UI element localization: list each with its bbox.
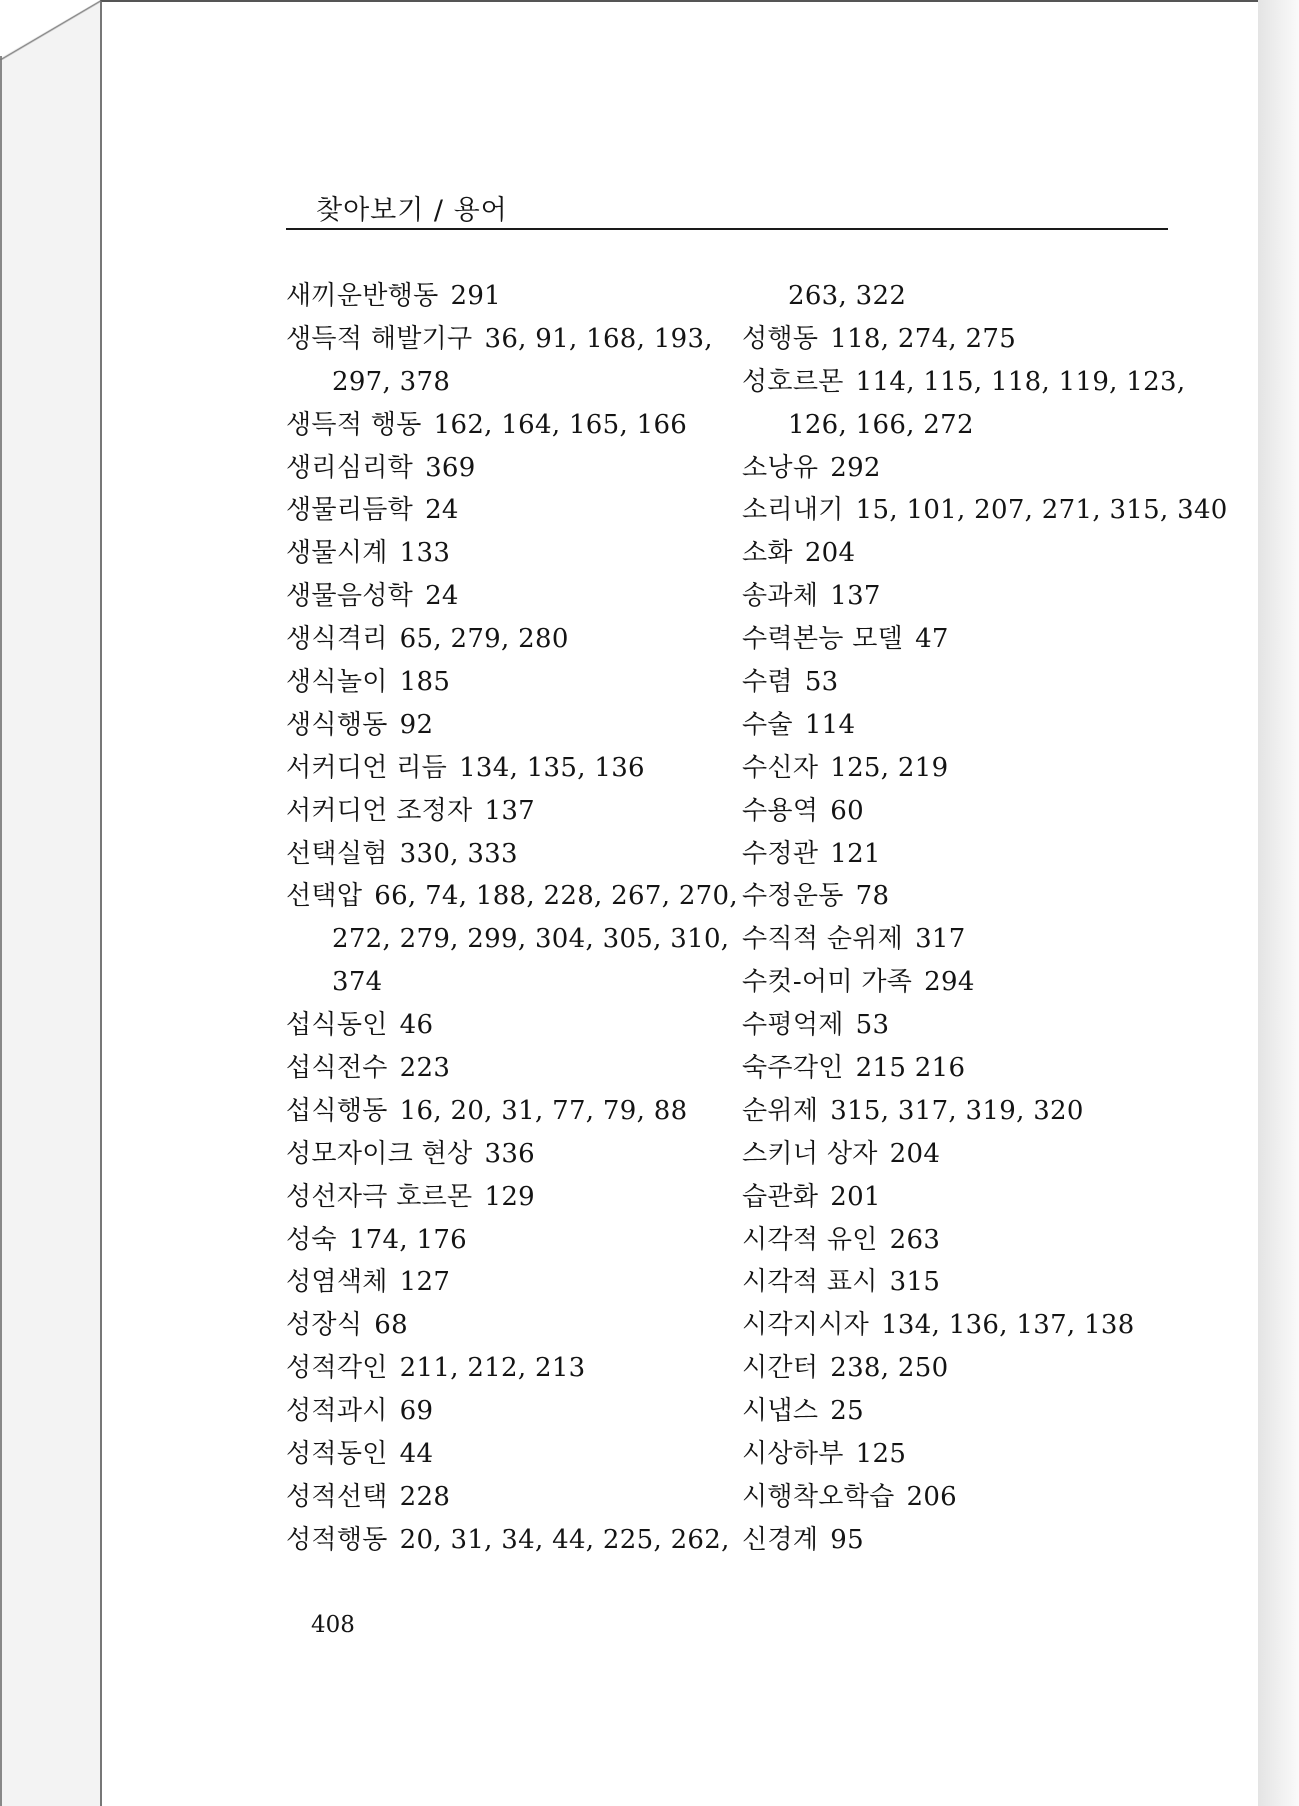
index-term: 생물음성학 xyxy=(286,581,414,612)
index-entry xyxy=(286,404,726,447)
page-header-title: 찾아보기 / 용어 xyxy=(316,195,508,226)
index-term: 수신자 xyxy=(742,752,819,783)
index-page-refs: 114, 115, 118, 119, 123, xyxy=(855,366,1186,397)
index-page-refs: 53 xyxy=(855,1010,890,1041)
index-entry xyxy=(286,661,726,704)
index-term: 생식행동 xyxy=(286,709,388,740)
index-term: 선택실험 xyxy=(286,838,388,869)
index-entry xyxy=(742,918,1182,961)
index-page-refs: 125 xyxy=(855,1439,907,1470)
index-entry xyxy=(742,1390,1182,1433)
index-page-refs: 24 xyxy=(425,581,459,612)
index-term: 성모자이크 현상 xyxy=(286,1138,473,1169)
index-term: 시상하부 xyxy=(742,1439,844,1470)
index-term: 새끼운반행동 xyxy=(286,281,439,311)
index-term: 서커디언 리듬 xyxy=(286,752,448,783)
index-page-refs: 374 xyxy=(332,967,383,998)
index-page-refs: 118, 274, 275 xyxy=(830,323,1017,354)
index-page-refs: 127 xyxy=(399,1267,451,1298)
index-term: 순위제 xyxy=(742,1095,819,1126)
index-entry xyxy=(742,790,1182,833)
index-term: 숙주각인 xyxy=(742,1053,844,1084)
index-entry xyxy=(742,361,1186,404)
index-entry xyxy=(286,1433,726,1476)
index-page-refs: 114 xyxy=(804,709,856,740)
index-page-refs: 228 xyxy=(399,1481,451,1512)
index-entry xyxy=(286,704,726,747)
index-entry xyxy=(742,447,1182,490)
index-term: 섭식동인 xyxy=(286,1010,388,1041)
index-page-refs: 162, 164, 165, 166 xyxy=(433,409,688,440)
index-term: 서커디언 조정자 xyxy=(286,795,473,826)
index-term: 성적행동 xyxy=(286,1524,388,1555)
index-column-left xyxy=(286,275,738,1562)
index-entry xyxy=(286,1519,730,1562)
spine-edge xyxy=(0,56,2,1806)
index-entry xyxy=(286,532,726,575)
index-entry xyxy=(742,489,1228,532)
index-page-refs: 263 xyxy=(889,1224,941,1255)
index-page-refs: 174, 176 xyxy=(348,1224,468,1255)
index-page-refs: 238, 250 xyxy=(830,1353,949,1384)
index-page-refs: 134, 136, 137, 138 xyxy=(881,1310,1135,1341)
index-page-refs: 69 xyxy=(399,1396,434,1427)
index-entry xyxy=(742,1347,1182,1390)
index-page-refs: 66, 74, 188, 228, 267, 270, xyxy=(374,881,738,912)
index-term: 시각적 표시 xyxy=(742,1267,878,1298)
index-page-refs: 206 xyxy=(906,1481,958,1512)
index-page-refs: 36, 91, 168, 193, xyxy=(484,323,713,354)
index-page-refs: 20, 31, 34, 44, 225, 262, xyxy=(399,1524,730,1555)
index-term: 성적각인 xyxy=(286,1353,388,1384)
page-number: 408 xyxy=(311,1612,355,1638)
index-page-refs: 46 xyxy=(399,1010,434,1041)
index-page-refs: 53 xyxy=(804,667,839,698)
index-page-refs: 68 xyxy=(374,1310,408,1341)
index-page-refs: 44 xyxy=(399,1439,434,1470)
index-page-refs: 47 xyxy=(915,624,949,655)
index-entry xyxy=(286,1390,726,1433)
index-page-refs: 24 xyxy=(425,495,459,526)
index-term: 생물시계 xyxy=(286,538,388,569)
index-page-refs: 292 xyxy=(830,452,881,483)
index-page-refs: 291 xyxy=(450,281,502,311)
index-term: 수렴 xyxy=(742,667,793,698)
index-term: 스키너 상자 xyxy=(742,1138,878,1169)
index-term: 섭식전수 xyxy=(286,1053,388,1084)
index-page-refs: 369 xyxy=(425,452,476,483)
index-entry xyxy=(742,1261,1182,1304)
index-term: 성행동 xyxy=(742,323,819,354)
index-page-refs: 263, 322 xyxy=(788,281,907,311)
index-page-refs: 272, 279, 299, 304, 305, 310, xyxy=(332,924,730,955)
index-term: 생득적 행동 xyxy=(286,409,422,440)
index-term: 성적과시 xyxy=(286,1396,388,1427)
index-entry xyxy=(286,275,726,318)
index-page-refs: 16, 20, 31, 77, 79, 88 xyxy=(399,1095,688,1126)
index-page-refs: 330, 333 xyxy=(399,838,518,869)
index-entry xyxy=(286,1004,726,1047)
index-entry xyxy=(742,1304,1182,1347)
index-term: 시간터 xyxy=(742,1353,819,1384)
index-page-refs: 133 xyxy=(399,538,451,569)
index-page-refs: 121 xyxy=(830,838,881,869)
index-page-refs: 25 xyxy=(830,1396,864,1427)
index-term: 생식놀이 xyxy=(286,667,388,698)
index-entry xyxy=(742,704,1182,747)
index-page-refs: 185 xyxy=(399,667,451,698)
index-page-refs: 204 xyxy=(804,538,856,569)
index-term: 생식격리 xyxy=(286,624,388,655)
index-entry xyxy=(286,747,726,790)
index-entry xyxy=(286,489,726,532)
index-page-refs: 134, 135, 136 xyxy=(459,752,645,783)
index-entry-continuation xyxy=(742,404,1182,447)
index-page-refs: 137 xyxy=(484,795,536,826)
header-rule xyxy=(286,228,1168,230)
index-term: 생물리듬학 xyxy=(286,495,414,526)
book-spine xyxy=(0,0,101,1806)
index-entry xyxy=(742,532,1182,575)
index-page-refs: 294 xyxy=(924,967,975,998)
index-term: 수컷-어미 가족 xyxy=(742,967,913,998)
index-entry-continuation xyxy=(286,918,730,961)
index-term: 성염색체 xyxy=(286,1267,388,1298)
index-entry xyxy=(742,875,1182,918)
index-entry xyxy=(286,1047,726,1090)
index-term: 성적선택 xyxy=(286,1481,388,1512)
index-entry xyxy=(286,1090,726,1133)
index-entry xyxy=(742,1219,1182,1262)
index-entry xyxy=(286,318,726,361)
index-page-refs: 297, 378 xyxy=(332,366,451,397)
index-page-refs: 126, 166, 272 xyxy=(788,409,974,440)
index-page-refs: 317 xyxy=(915,924,966,955)
index-page-refs: 315 xyxy=(889,1267,941,1298)
index-page-refs: 215 216 xyxy=(855,1053,966,1084)
index-entry-continuation xyxy=(286,961,726,1004)
index-term: 성선자극 호르몬 xyxy=(286,1181,473,1212)
index-term: 섭식행동 xyxy=(286,1095,388,1126)
index-page-refs: 125, 219 xyxy=(830,752,949,783)
index-entry xyxy=(742,1047,1182,1090)
index-entry xyxy=(742,618,1182,661)
index-entry xyxy=(286,447,726,490)
index-entry xyxy=(742,1433,1182,1476)
index-entry xyxy=(286,618,726,661)
index-term: 수술 xyxy=(742,709,793,740)
index-term: 성호르몬 xyxy=(742,366,844,397)
index-term: 시각지시자 xyxy=(742,1310,870,1341)
index-entry xyxy=(742,747,1182,790)
index-entry xyxy=(742,1519,1182,1562)
index-entry xyxy=(742,661,1182,704)
index-entry xyxy=(286,1476,726,1519)
index-entry xyxy=(742,575,1182,618)
index-entry xyxy=(286,875,738,918)
index-page-refs: 15, 101, 207, 271, 315, 340 xyxy=(855,495,1228,526)
index-page-refs: 204 xyxy=(889,1138,941,1169)
index-term: 수정관 xyxy=(742,838,819,869)
index-entry xyxy=(742,961,1182,1004)
index-entry xyxy=(286,1133,726,1176)
index-page-refs: 129 xyxy=(484,1181,536,1212)
index-term: 선택압 xyxy=(286,881,363,912)
page-edge-shadow xyxy=(1258,0,1299,1806)
index-term: 성적동인 xyxy=(286,1439,388,1470)
index-page-refs: 137 xyxy=(830,581,881,612)
index-entry xyxy=(286,575,726,618)
index-page-refs: 92 xyxy=(399,709,434,740)
index-entry-continuation xyxy=(286,361,726,404)
index-page-refs: 95 xyxy=(830,1524,864,1555)
index-term: 생득적 해발기구 xyxy=(286,323,473,354)
index-term: 수직적 순위제 xyxy=(742,924,904,955)
index-entry xyxy=(286,1347,726,1390)
index-page-refs: 315, 317, 319, 320 xyxy=(830,1095,1084,1126)
index-entry xyxy=(286,1304,726,1347)
index-term: 소낭유 xyxy=(742,452,819,483)
index-page-refs: 336 xyxy=(484,1138,536,1169)
index-term: 생리심리학 xyxy=(286,452,414,483)
index-term: 습관화 xyxy=(742,1181,819,1212)
index-entry xyxy=(286,1176,726,1219)
index-page-refs: 78 xyxy=(855,881,890,912)
index-page-refs: 65, 279, 280 xyxy=(399,624,569,655)
index-page-refs: 211, 212, 213 xyxy=(399,1353,586,1384)
index-term: 송과체 xyxy=(742,581,819,612)
index-entry xyxy=(742,1004,1182,1047)
index-entry xyxy=(286,833,726,876)
index-term: 수정운동 xyxy=(742,881,844,912)
index-term: 성숙 xyxy=(286,1224,337,1255)
index-page-refs: 201 xyxy=(830,1181,881,1212)
index-entry xyxy=(742,1090,1182,1133)
index-entry xyxy=(286,1219,726,1262)
index-term: 시각적 유인 xyxy=(742,1224,878,1255)
index-term: 소리내기 xyxy=(742,495,844,526)
index-term: 시냅스 xyxy=(742,1396,819,1427)
index-entry xyxy=(742,318,1182,361)
index-page-refs: 60 xyxy=(830,795,864,826)
index-entry xyxy=(742,833,1182,876)
index-page-refs: 223 xyxy=(399,1053,451,1084)
index-term: 수용역 xyxy=(742,795,819,826)
index-entry xyxy=(742,1476,1182,1519)
index-entry-continuation xyxy=(742,275,1182,318)
index-term: 소화 xyxy=(742,538,793,569)
index-term: 신경계 xyxy=(742,1524,819,1555)
index-term: 수력본능 모델 xyxy=(742,624,904,655)
index-entry xyxy=(286,790,726,833)
spine-top-edge xyxy=(0,0,102,60)
index-term: 성장식 xyxy=(286,1310,363,1341)
index-entry xyxy=(742,1133,1182,1176)
index-column-right xyxy=(742,275,1228,1562)
index-entry xyxy=(286,1261,726,1304)
index-term: 시행착오학습 xyxy=(742,1481,895,1512)
index-term: 수평억제 xyxy=(742,1010,844,1041)
index-entry xyxy=(742,1176,1182,1219)
